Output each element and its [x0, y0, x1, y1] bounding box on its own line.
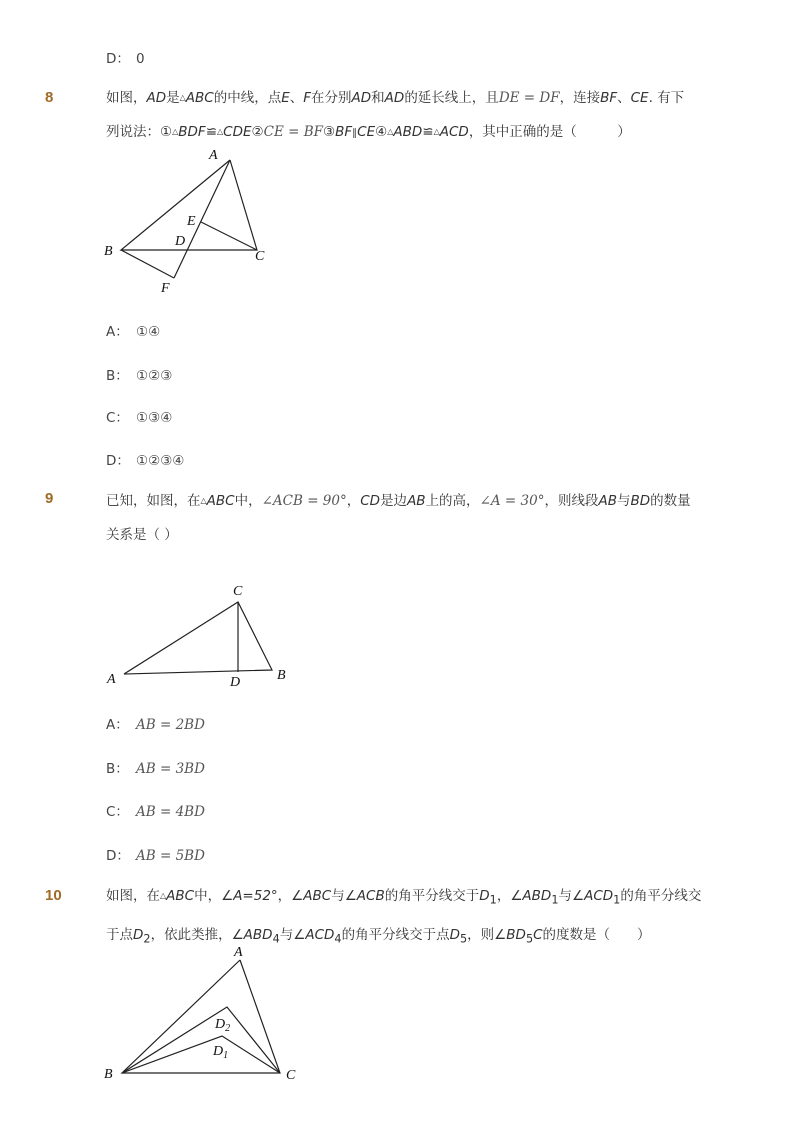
q9-option-d[interactable] [106, 844, 205, 864]
math-expr: DE = DF [498, 90, 560, 106]
stem-text: ，则线段 [544, 493, 599, 509]
math-var: ABD [393, 124, 423, 140]
question-9-stem [106, 484, 726, 552]
math-expr: ∠A = 30° [479, 493, 545, 509]
math-expr: ∠A=52° [221, 888, 278, 904]
math-expr: ∠ACD [293, 926, 335, 943]
question-10-figure [95, 940, 325, 1090]
math-var: D [133, 926, 144, 943]
stem-text: 的角平分线交于 [384, 888, 480, 904]
math-var: AD [146, 90, 167, 106]
stem-text: 已知，如图，在 [106, 493, 201, 509]
option-label: B： [106, 761, 129, 777]
stem-text: 的度数是（ ） [542, 926, 651, 943]
math-var: D [479, 888, 490, 904]
math-expr: ∠ACD [571, 888, 614, 904]
label-a: A [107, 672, 116, 687]
label-c: C [255, 249, 265, 264]
subscript: 4 [334, 932, 342, 946]
math-var: E [281, 90, 290, 106]
stem-text: ，则 [467, 926, 495, 943]
option-label: B： [106, 368, 129, 384]
option-label: A： [106, 324, 129, 340]
stem-text: 、 [289, 90, 304, 106]
stem-text: ，其中正确的是（ ） [468, 124, 631, 140]
math-expr: CE = BF [263, 124, 323, 140]
math-var: C [533, 926, 543, 943]
label-d1 [212, 1044, 228, 1061]
subscript: 1 [613, 893, 621, 907]
prev-option-d[interactable] [106, 47, 145, 67]
stem-line-1 [106, 879, 726, 918]
label-d2-letter: D [215, 1017, 226, 1032]
parallel-symbol: ∥ [352, 128, 358, 139]
triangle-abc [122, 960, 280, 1073]
triangle-abc [121, 160, 257, 250]
label-d: D [230, 675, 241, 690]
stem-text: ③ [323, 124, 336, 140]
triangle-symbol: △ [179, 93, 186, 102]
line-bf [121, 250, 174, 278]
label-b: B [277, 668, 286, 683]
question-number-8: 8 [45, 89, 54, 106]
stem-line-2: 关系是（ ） [106, 527, 178, 543]
option-label: D： [106, 848, 130, 864]
stem-text: 列说法：① [106, 124, 173, 140]
subscript: 1 [551, 893, 559, 907]
stem-text: 的角平分线交于点 [341, 926, 450, 943]
stem-text: 和 [371, 90, 385, 106]
q8-option-a[interactable] [106, 320, 160, 340]
stem-text: 如图，在 [106, 888, 160, 904]
stem-text: 的数量 [650, 493, 691, 509]
stem-text: . 有下 [648, 90, 685, 106]
stem-text: 是边 [380, 493, 408, 509]
label-d2 [214, 1017, 230, 1034]
stem-text: 是 [166, 90, 180, 106]
stem-text: 与 [616, 493, 631, 509]
math-expr: ∠ABD [231, 926, 273, 943]
stem-text: 中， [234, 493, 262, 509]
math-var: BF [335, 124, 353, 140]
triangle-abc [124, 602, 272, 674]
subscript: 2 [143, 932, 151, 946]
triangle-symbol: △ [217, 127, 224, 136]
option-value: AB = 3BD [136, 761, 205, 777]
label-d: D [175, 234, 186, 249]
stem-text: ④ [375, 124, 388, 140]
stem-text: 上的高， [425, 493, 480, 509]
option-value: AB = 5BD [136, 848, 205, 864]
congruent-symbol: ≌ [422, 124, 434, 140]
math-expr: ∠BD [494, 926, 526, 943]
lines-to-d2 [122, 1007, 280, 1073]
math-expr: ∠ABC [291, 888, 332, 904]
line-ec [201, 222, 257, 250]
option-value: AB = 2BD [136, 717, 205, 733]
stem-line-1 [106, 484, 726, 518]
subscript: 1 [489, 893, 497, 907]
triangle-symbol: △ [387, 127, 394, 136]
stem-text: 、 [617, 90, 631, 106]
subscript: 4 [272, 932, 280, 946]
math-var: CE [630, 90, 649, 106]
question-number-9: 9 [45, 490, 54, 507]
label-c: C [286, 1068, 296, 1083]
stem-text: 在分别 [311, 90, 352, 106]
stem-text: ② [251, 124, 264, 140]
stem-text: 如图， [106, 90, 147, 106]
stem-text: ，连接 [559, 90, 601, 106]
math-var: AD [351, 90, 372, 106]
question-8-figure [95, 140, 285, 300]
math-expr: ∠ACB [344, 888, 385, 904]
triangle-symbol: △ [200, 496, 207, 505]
option-value: ①②③ [136, 368, 173, 384]
label-a: A [234, 945, 243, 960]
q9-option-c[interactable] [106, 800, 205, 820]
math-var: CDE [223, 124, 252, 140]
subscript: 5 [460, 932, 468, 946]
stem-text: 与 [331, 888, 345, 904]
math-var: AB [598, 493, 617, 509]
line-af [174, 160, 230, 278]
triangle-symbol: △ [160, 891, 167, 900]
label-c: C [233, 584, 243, 599]
math-expr: ∠ACB = 90° [261, 493, 347, 509]
stem-text: 与 [279, 926, 294, 943]
label-b: B [104, 1067, 113, 1082]
math-var: BDF [178, 124, 206, 140]
math-var: F [303, 90, 312, 106]
stem-text: ， [346, 493, 361, 509]
q9-option-a[interactable] [106, 713, 205, 733]
option-label: C： [106, 804, 129, 820]
math-var: ACD [439, 124, 469, 140]
math-var: AB [407, 493, 426, 509]
q9-option-b[interactable] [106, 757, 205, 777]
math-var: BD [630, 493, 651, 509]
lines-to-d1 [122, 1036, 280, 1073]
math-var: ABC [166, 888, 195, 904]
label-d1-sub: 1 [223, 1050, 229, 1061]
stem-text: ， [277, 888, 292, 904]
option-label: A： [106, 717, 129, 733]
option-label: C： [106, 410, 129, 426]
math-var: ABC [206, 493, 235, 509]
q8-option-c[interactable] [106, 406, 172, 426]
label-e: E [187, 214, 196, 229]
stem-text: 于点 [106, 926, 133, 943]
math-var: CD [360, 493, 381, 509]
question-number-10: 10 [45, 887, 62, 904]
stem-text: ，依此类推， [150, 926, 232, 943]
q8-option-b[interactable] [106, 364, 172, 384]
math-var: AD [384, 90, 405, 106]
label-f: F [161, 281, 170, 296]
math-var: ABC [185, 90, 214, 106]
label-d1-letter: D [213, 1044, 224, 1059]
stem-line-1 [106, 81, 726, 115]
option-label: D： [106, 453, 130, 469]
subscript: 5 [525, 932, 534, 946]
q8-option-d[interactable] [106, 449, 184, 469]
option-value: ①③④ [136, 410, 173, 426]
stem-text: 的中线，点 [213, 90, 282, 106]
label-b: B [104, 244, 113, 259]
option-label: D： [106, 51, 130, 67]
label-a: A [209, 148, 218, 163]
math-var: BF [600, 90, 618, 106]
stem-text: 与 [558, 888, 572, 904]
stem-text: 的角平分线交 [620, 888, 702, 904]
question-9-figure [95, 575, 305, 690]
option-value: 0 [136, 51, 145, 67]
stem-text: 的延长线上，且 [404, 90, 499, 106]
option-value: AB = 4BD [136, 804, 205, 820]
math-var: CE [357, 124, 376, 140]
math-var: D [449, 926, 460, 943]
option-value: ①②③④ [136, 453, 185, 469]
stem-text: 中， [194, 888, 222, 904]
congruent-symbol: ≌ [205, 124, 217, 140]
label-d2-sub: 2 [225, 1023, 231, 1034]
triangle-symbol: △ [433, 127, 440, 136]
triangle-symbol: △ [172, 127, 179, 136]
math-expr: ∠ABD [510, 888, 552, 904]
stem-text: ， [496, 888, 511, 904]
option-value: ①④ [136, 324, 161, 340]
